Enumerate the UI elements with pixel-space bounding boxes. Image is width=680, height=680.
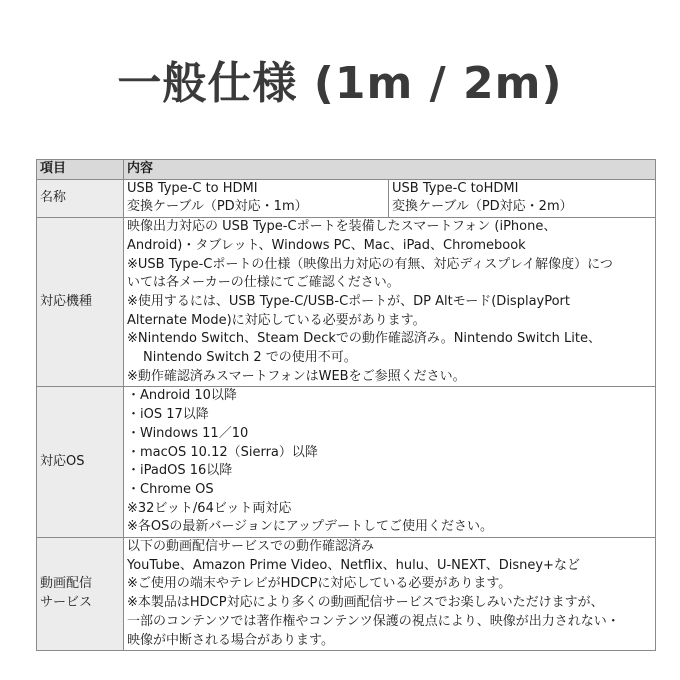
streaming-line: 以下の動画配信サービスでの動作確認済み (127, 539, 375, 555)
os-line: ・Android 10以降 (127, 388, 237, 404)
row-label-os: 対応OS (37, 387, 124, 538)
streaming-line: 一部のコンテンツでは著作権やコンテンツ保護の視点により、映像が出力されない・ (127, 613, 620, 629)
header-content: 内容 (124, 160, 656, 180)
table-row-streaming (37, 538, 656, 651)
os-line: ・Chrome OS (127, 481, 214, 497)
streaming-label-line: サービス (40, 595, 93, 611)
devices-line: 映像出力対応の USB Type-Cポートを装備したスマートフォン (iPhone、 (127, 219, 557, 235)
name-1m-line: 変換ケーブル（PD対応・1m） (127, 199, 308, 215)
os-line: ・iPadOS 16以降 (127, 463, 233, 479)
os-line: ・macOS 10.12（Sierra）以降 (127, 444, 318, 460)
devices-line: ※使用するには、USB Type-C/USB-Cポートが、DP Altモード(DisplayPort (127, 293, 570, 309)
name-2m-line: 変換ケーブル（PD対応・2m） (392, 199, 573, 215)
streaming-line: 映像が中断される場合があります。 (127, 632, 334, 648)
os-line: ・Windows 11／10 (127, 425, 249, 441)
row-label-name: 名称 (37, 179, 124, 217)
devices-line: ※Nintendo Switch、Steam Deckでの動作確認済み。Nintendo Switch Lite、 (127, 331, 602, 347)
devices-line: ※動作確認済みスマートフォンはWEBをご参照ください。 (127, 368, 466, 384)
streaming-label-line: 動画配信 (40, 576, 93, 592)
header-item: 項目 (37, 160, 124, 180)
table-header-row (37, 160, 656, 180)
os-cell (124, 387, 656, 538)
table-row-devices (37, 218, 656, 387)
streaming-cell (124, 538, 656, 651)
os-line: ※各OSの最新バージョンにアップデートしてご使用ください。 (127, 519, 493, 535)
table-row-os (37, 387, 656, 538)
name-2m-cell (389, 179, 656, 217)
devices-cell (124, 218, 656, 387)
devices-line: Alternate Mode)に対応している必要があります。 (127, 312, 426, 328)
devices-line: Android)・タブレット、Windows PC、Mac、iPad、Chromebook (127, 237, 526, 253)
name-1m-cell (124, 179, 389, 217)
streaming-line: ※本製品はHDCP対応により多くの動画配信サービスでお楽しみいただけますが、 (127, 595, 604, 611)
devices-line: Nintendo Switch 2 での使用不可。 (143, 350, 357, 366)
page-title: 一般仕様 (1m / 2m) (117, 58, 563, 109)
os-line: ・iOS 17以降 (127, 407, 209, 423)
spec-table (36, 159, 656, 651)
row-label-streaming (37, 538, 124, 651)
table-row-name (37, 179, 656, 217)
name-2m-line: USB Type-C toHDMI (392, 180, 519, 196)
streaming-line: YouTube、Amazon Prime Video、Netflix、hulu、U-NEXT、Disney+など (127, 557, 580, 573)
devices-line: ※USB Type-Cポートの仕様（映像出力対応の有無、対応ディスプレイ解像度）につ (127, 256, 613, 272)
name-1m-line: USB Type-C to HDMI (127, 180, 258, 196)
os-line: ※32ビット/64ビット両対応 (127, 500, 292, 516)
streaming-line: ※ご使用の端末やテレビがHDCPに対応している必要があります。 (127, 576, 512, 592)
devices-line: いては各メーカーの仕様にてご確認ください。 (127, 275, 400, 291)
row-label-devices: 対応機種 (37, 218, 124, 387)
